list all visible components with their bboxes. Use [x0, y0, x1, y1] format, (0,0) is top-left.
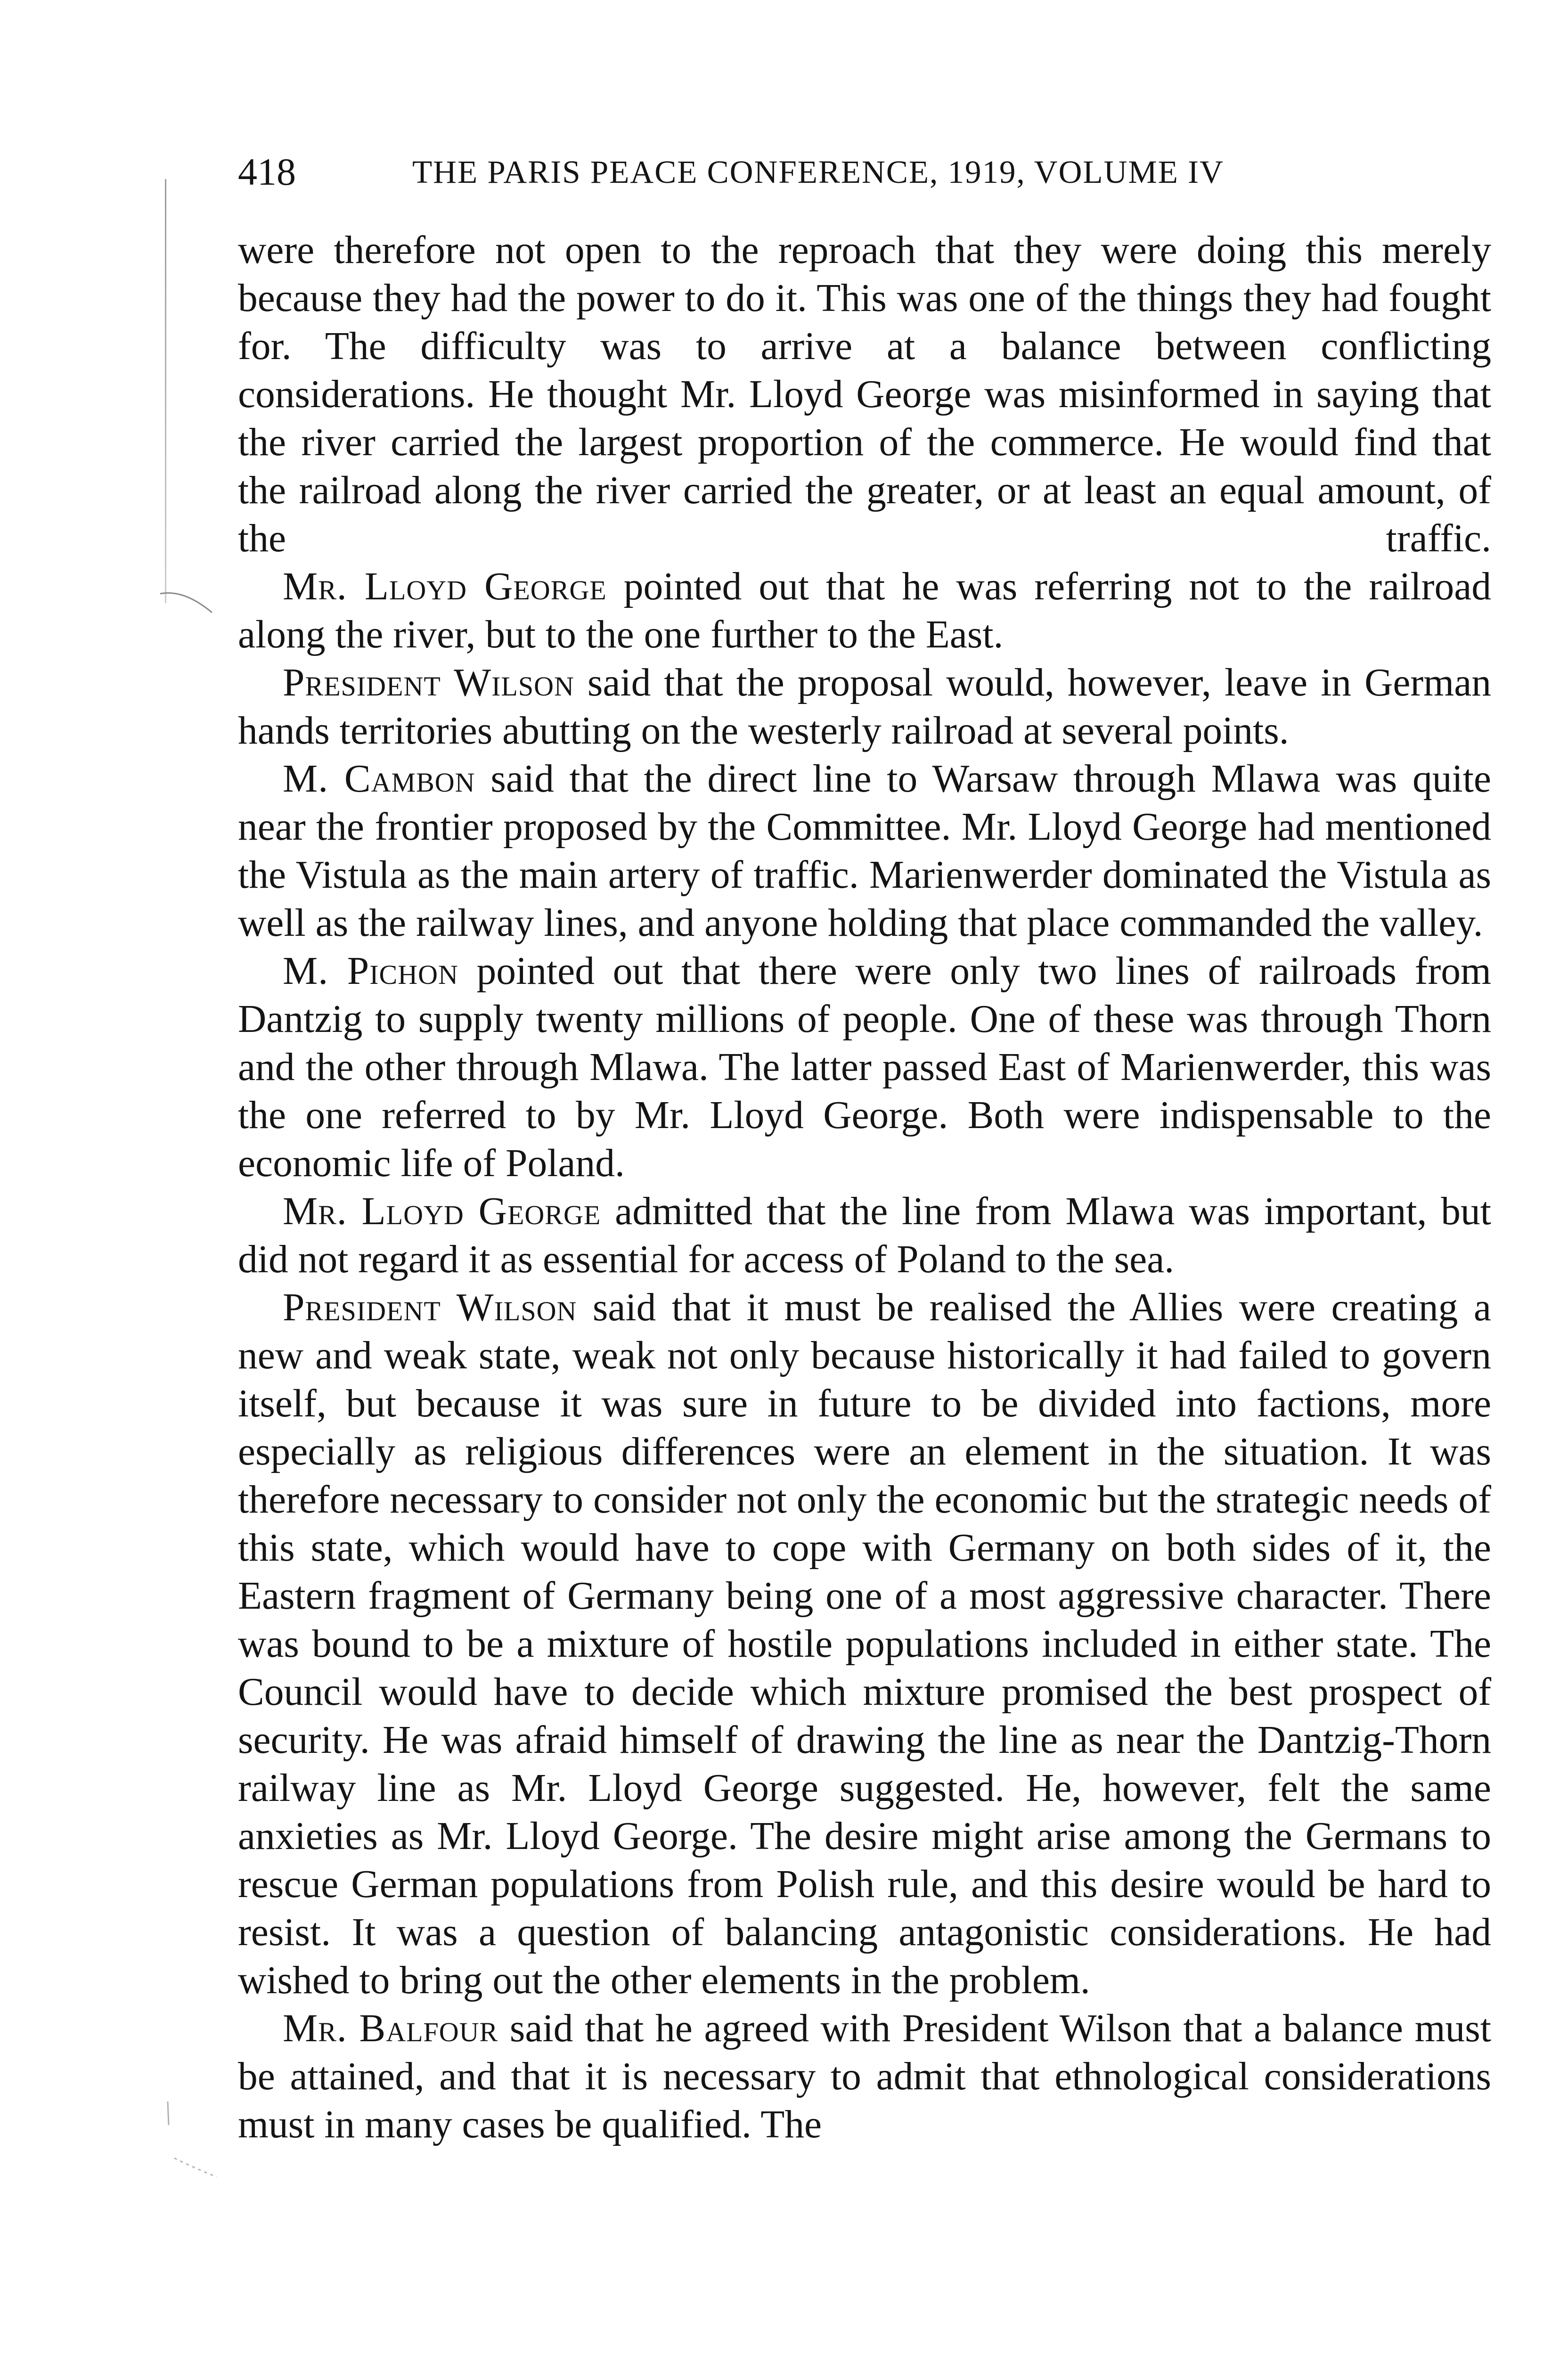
speaker-name: Mr. Lloyd George — [283, 1190, 601, 1233]
paragraph — [238, 2004, 1491, 2149]
paragraph-text: were therefore not open to the reproach that they were doing this merely because they had the power to do it. This was one of the things they had fought for. The difficulty was to arrive at a balance between conflicting considerations. He thought Mr. Lloyd George was misinformed in saying that the river carried the largest proportion of the commerce. He would find that the railroad along the river carried the greater, or at least an equal amount, of the traffic. — [238, 229, 1491, 560]
margin-pencil-mark — [155, 584, 221, 636]
body-text — [238, 226, 1491, 2149]
paragraph — [238, 1284, 1491, 2004]
margin-pencil-mark-lower — [165, 2097, 231, 2201]
page-number: 418 — [238, 150, 296, 193]
paragraph — [238, 1187, 1491, 1284]
paragraph — [238, 226, 1491, 563]
paragraph — [238, 659, 1491, 755]
paragraph-text: pointed out that he was referring not to the railroad along the river, but to the one further to the East. — [238, 565, 1492, 656]
speaker-name: President Wilson — [283, 1286, 577, 1329]
paragraph-text: said that he agreed with President Wilson that a balance must be attained, and that it is necessary to admit that ethnological considerations must in many cases be qualified. The — [238, 2007, 1491, 2146]
paragraph — [238, 755, 1491, 947]
paragraph-text: said that the proposal would, however, leave in German hands territories abutting on the westerly railroad at several points. — [238, 661, 1492, 753]
speaker-name: President Wilson — [283, 661, 574, 704]
paragraph — [238, 947, 1491, 1187]
speaker-name: Mr. Lloyd George — [283, 565, 607, 608]
paragraph — [238, 563, 1491, 659]
paragraph-text: admitted that the line from Mlawa was important, but did not regard it as essential for access of Poland to the sea. — [238, 1190, 1491, 1281]
paragraph-text: said that it must be realised the Allies were creating a new and weak state, weak not only because historically it had failed to govern itself, but because it was sure in future to be divided into factions, more especially as religious differences were an element in the situation. It was therefore necessary to consider not only the economic but the strategic needs of this state, which would have to cope with Germany on both sides of it, the Eastern fragment of Germany being one of a most aggressive character. There was bound to be a mixture of hostile populations included in either state. The Council would have to decide which mixture promised the best prospect of security. He was afraid himself of drawing the line as near the Dantzig-Thorn railway line as Mr. Lloyd George suggested. He, however, felt the same anxieties as Mr. Lloyd George. The desire might arise among the Germans to rescue German populations from Polish rule, and this desire would be hard to resist. It was a question of balancing antagonistic considerations. He had wished to bring out the other elements in the problem. — [238, 1286, 1491, 2002]
running-title: THE PARIS PEACE CONFERENCE, 1919, VOLUME IV — [412, 154, 1224, 190]
speaker-name: M. Pichon — [283, 949, 458, 993]
speaker-name: M. Cambon — [283, 757, 475, 801]
paragraph-text: pointed out that there were only two lines of railroads from Dantzig to supply twenty millions of people. One of these was through Thorn and the other through Mlawa. The latter passed East of Marienwerder, this was the one referred to by Mr. Lloyd George. Both were indispensable to the economic life of Poland. — [238, 949, 1491, 1185]
paragraph-text: said that the direct line to Warsaw through Mlawa was quite near the frontier proposed by the Committee. Mr. Lloyd George had mentioned the Vistula as the main artery of traffic. Marienwerder dominated the Vistula as well as the railway lines, and anyone holding that place commanded the valley. — [238, 757, 1491, 945]
margin-rule — [165, 179, 166, 603]
page-header — [238, 146, 1402, 198]
speaker-name: Mr. Balfour — [283, 2007, 498, 2050]
